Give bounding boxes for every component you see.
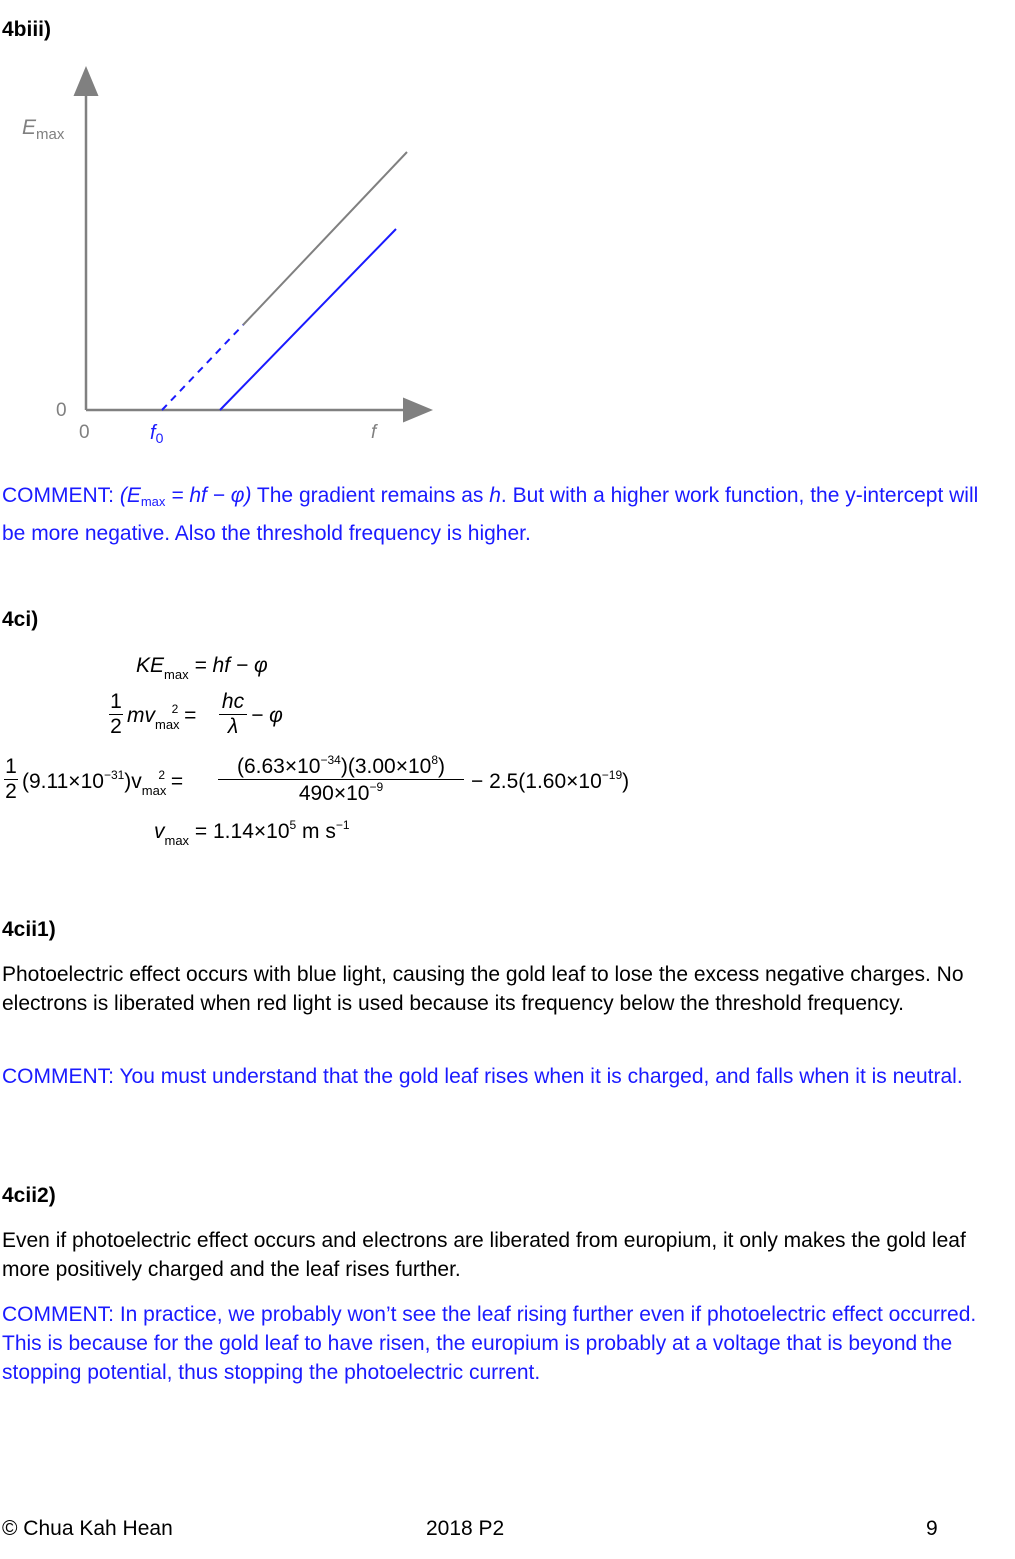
heading-4biii: 4biii) [2, 18, 52, 41]
eq3-fraction: $(6.63\times 10^{-34})(3.00\times 10^8)$ $490\times 10^{-9}$ [218, 755, 464, 806]
equation-4-result: $v_{max} = 1.14\times 10^5$ m $s^{-1}$ [154, 818, 350, 848]
footer-paper: 2018 P2 [426, 1517, 505, 1540]
footer-copyright: © Chua Kah Hean [2, 1517, 173, 1540]
equation-1: $KE_{max}$ = hf − φ [136, 654, 268, 682]
comment-4cii2: COMMENT: In practice, we probably won’t see the leaf rising further even if photoelectric effect occurred. This is because for the gold leaf to have risen, the europium is probably at a voltage that is beyond the stopping potential, thus stopping the photoelectric current. [2, 1303, 977, 1384]
heading-4cii2: 4cii2) [2, 1184, 56, 1207]
answer-4cii2: Even if photoelectric effect occurs and electrons are liberated from europium, it only makes the gold leaf more positively charged and the leaf rises further. [2, 1229, 966, 1281]
comment-4biii: COMMENT: (Emax = hf − φ) The gradient remains as h. But with a higher work function, the y-intercept will be more negative. Also the threshold frequency is higher. [2, 484, 979, 545]
footer-page-number: 9 [926, 1517, 938, 1540]
eq3-half: 1 2 [5, 755, 17, 803]
emax-vs-f-graph [0, 55, 450, 455]
original-line [243, 152, 407, 325]
eq2-lhs: $mv_{max}^2$ = [127, 702, 197, 732]
heading-4ci: 4ci) [2, 608, 39, 631]
heading-4cii1: 4cii1) [2, 918, 56, 941]
comment-4cii1: COMMENT: You must understand that the gold leaf rises when it is charged, and falls when it is neutral. [2, 1065, 963, 1088]
eq3-tail: − $2.5(1.60\times 10^{-19})$ [471, 768, 630, 793]
origin-y-label: 0 [56, 400, 67, 421]
eq2-tail: − φ [251, 704, 283, 727]
answer-4cii1: Photoelectric effect occurs with blue light, causing the gold leaf to lose the excess negative charges. No electrons is liberated when red light is used because its frequency below the threshold frequency. [2, 963, 964, 1015]
x-axis-label: f [371, 422, 377, 443]
threshold-frequency-label: $f_0$ [150, 422, 164, 446]
eq3-lhs: $(9.11\times 10^{-31})v_{max}^2$ = [22, 768, 184, 798]
y-axis-label: $E_{max}$ [22, 116, 65, 143]
eq2-half: 1 2 [110, 690, 122, 738]
eq2-fraction: hc λ [219, 690, 247, 739]
origin-x-label: 0 [79, 422, 90, 443]
extrapolated-dashed-line [162, 325, 243, 410]
